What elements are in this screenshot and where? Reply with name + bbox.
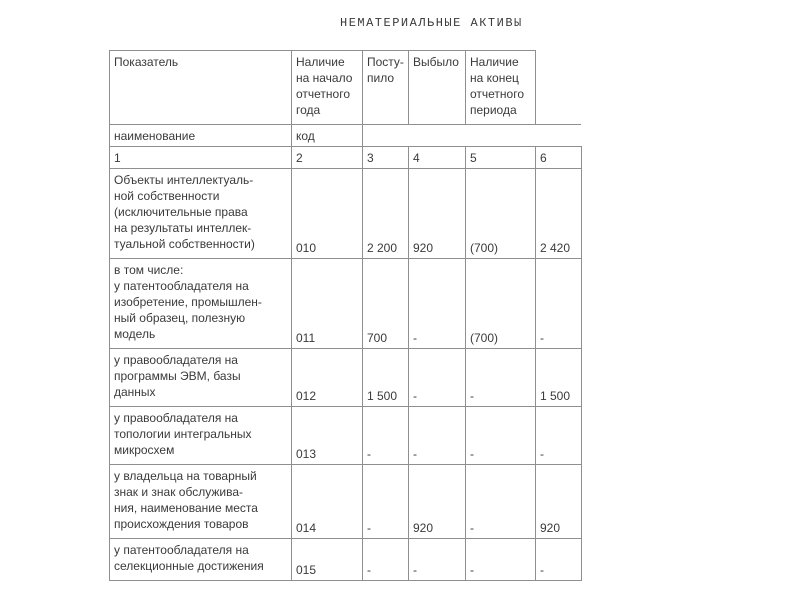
row-name-line: ной собственности xyxy=(114,189,220,203)
header-empty-cell xyxy=(536,51,582,125)
row-name xyxy=(110,169,292,259)
subheader-name: наименование xyxy=(110,125,292,147)
row-end-value: - xyxy=(536,259,582,349)
header-row xyxy=(110,51,582,125)
row-received-value: - xyxy=(409,259,466,349)
row-start-value: 2 200 xyxy=(363,169,409,259)
row-name xyxy=(110,465,292,539)
intangible-assets-table xyxy=(109,50,582,581)
row-disposed-value: - xyxy=(466,539,536,581)
header-received-line: пило xyxy=(367,71,395,85)
row-name-line: топологии интегральных xyxy=(114,427,252,441)
row-end-value: 2 420 xyxy=(536,169,582,259)
row-name-line: туальной собственности) xyxy=(114,237,255,251)
row-disposed-value: (700) xyxy=(466,259,536,349)
header-end-line: на конец xyxy=(470,71,519,85)
header-received-line: Посту- xyxy=(367,55,404,69)
table-row xyxy=(110,407,582,465)
row-start-value: 700 xyxy=(363,259,409,349)
row-received-value: - xyxy=(409,539,466,581)
row-name-line: изобретение, промышлен- xyxy=(114,295,262,309)
row-name-line: (исключительные права xyxy=(114,205,248,219)
table-row xyxy=(110,539,582,581)
row-start-value: - xyxy=(363,407,409,465)
row-name-line: ный образец, полезную xyxy=(114,311,246,325)
row-name xyxy=(110,539,292,581)
column-number: 6 xyxy=(536,147,582,169)
row-disposed-value: (700) xyxy=(466,169,536,259)
row-name-line: в том числе: xyxy=(114,263,184,277)
header-received xyxy=(363,51,409,125)
subheader-code: код xyxy=(292,125,363,147)
row-name-line: селекционные достижения xyxy=(114,559,264,573)
header-indicator: Показатель xyxy=(110,51,292,125)
row-name-line: происхождения товаров xyxy=(114,517,249,531)
header-start-line: Наличие xyxy=(296,55,345,69)
row-disposed-value: - xyxy=(466,349,536,407)
row-end-value: 1 500 xyxy=(536,349,582,407)
row-name-line: ния, наименование места xyxy=(114,501,258,515)
header-start-line: отчетного xyxy=(296,87,351,101)
table-row xyxy=(110,169,582,259)
row-code: 010 xyxy=(292,169,363,259)
row-name-line: знак и знак обслужива- xyxy=(114,485,243,499)
header-end-line: отчетного xyxy=(470,87,525,101)
row-received-value: 920 xyxy=(409,169,466,259)
row-code: 014 xyxy=(292,465,363,539)
column-number: 5 xyxy=(466,147,536,169)
row-name-line: на результаты интеллек- xyxy=(114,221,252,235)
column-numbers-row xyxy=(110,147,582,169)
row-name-line: у владельца на товарный xyxy=(114,469,257,483)
row-received-value: - xyxy=(409,349,466,407)
document-title: НЕМАТЕРИАЛЬНЫЕ АКТИВЫ xyxy=(340,16,523,30)
row-start-value: - xyxy=(363,539,409,581)
header-end-line: периода xyxy=(470,103,517,117)
row-code: 013 xyxy=(292,407,363,465)
row-name-line: у правообладателя на xyxy=(114,353,238,367)
row-end-value: 920 xyxy=(536,465,582,539)
header-start-of-year xyxy=(292,51,363,125)
row-name xyxy=(110,349,292,407)
subheader-row xyxy=(110,125,582,147)
header-disposed: Выбыло xyxy=(409,51,466,125)
header-end-line: Наличие xyxy=(470,55,519,69)
header-end-of-period xyxy=(466,51,536,125)
column-number: 2 xyxy=(292,147,363,169)
row-name-line: Объекты интеллектуаль- xyxy=(114,173,254,187)
header-start-line: года xyxy=(296,103,321,117)
row-name-line: у правообладателя на xyxy=(114,411,238,425)
row-name-line: модель xyxy=(114,327,156,341)
table-row xyxy=(110,349,582,407)
row-received-value: - xyxy=(409,407,466,465)
table-row xyxy=(110,259,582,349)
row-name-line: у патентообладателя на xyxy=(114,543,249,557)
column-number: 4 xyxy=(409,147,466,169)
row-start-value: - xyxy=(363,465,409,539)
row-code: 015 xyxy=(292,539,363,581)
column-number: 1 xyxy=(110,147,292,169)
header-start-line: на начало xyxy=(296,71,353,85)
intangible-assets-table-wrap xyxy=(109,50,582,581)
row-received-value: 920 xyxy=(409,465,466,539)
row-name-line: у патентообладателя на xyxy=(114,279,249,293)
column-number: 3 xyxy=(363,147,409,169)
row-name xyxy=(110,407,292,465)
row-disposed-value: - xyxy=(466,465,536,539)
row-start-value: 1 500 xyxy=(363,349,409,407)
row-code: 012 xyxy=(292,349,363,407)
row-end-value: - xyxy=(536,407,582,465)
row-name xyxy=(110,259,292,349)
subheader-empty-cell xyxy=(363,125,582,147)
row-name-line: данных xyxy=(114,385,156,399)
row-code: 011 xyxy=(292,259,363,349)
row-disposed-value: - xyxy=(466,407,536,465)
row-end-value: - xyxy=(536,539,582,581)
row-name-line: микросхем xyxy=(114,443,175,457)
row-name-line: программы ЭВМ, базы xyxy=(114,369,241,383)
table-row xyxy=(110,465,582,539)
